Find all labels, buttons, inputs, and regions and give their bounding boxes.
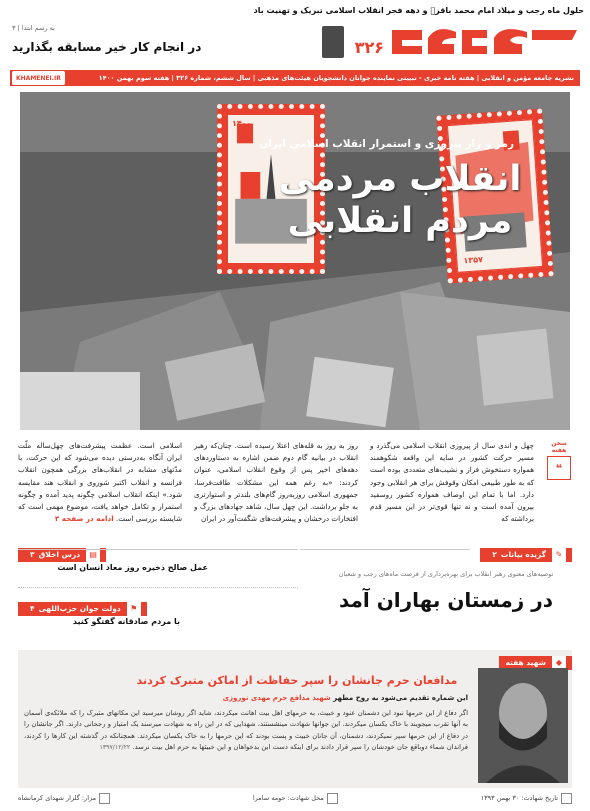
grave-icon (99, 793, 110, 804)
calendar-icon (322, 26, 344, 58)
martyr-label-text: شهید هفته (505, 658, 546, 667)
bayanat-title: در زمستان بهاران آمد (338, 588, 554, 612)
martyr-label (499, 650, 572, 670)
location-icon (327, 793, 338, 804)
footer-date (481, 793, 572, 804)
lead-column-1: چهل و اندی سال از پیروزی انقلاب اسلامی می‌گذرد و مسیر حرکت کشور در سایه این واقعه شکوهمند همواره دستخوش فراز و نشیب‌های متعددی بوده است که به طور طبیعی امکان وقوفش برای هر انقلابی وجود دارد. اما با تمام این اوصاف همواره کشور روسفید بیرون آمده است و نه تنها قوی‌تر در این مسیر قدم برداشته که (370, 441, 534, 524)
lead-article (18, 440, 572, 546)
book-icon: ▤ (86, 548, 100, 562)
footer-place-text: محل شهادت: حومه سامرا (252, 794, 324, 802)
footer-date-text: تاریخ شهادت: ۳۰ بهمن ۱۳۹۳ (480, 794, 558, 802)
martyr-intro-prefix: این شماره تقدیم می‌شود به روح مطهر (333, 694, 468, 702)
martyr-quote: اگر دفاع از این حرمها نبود این دشمنان عنود و خبیث، به حرمهای اهل بیت اهانت میکردند، شاید اگر روشان میرسید این مکانهای متبرک را که ملائکه‌ی آسمان به آنها تقرب میجویند با خاک یکسان میکردند. این جوانها شهادت مینشستند، شهدایی که در این راه به شهادت میرسند یک امتیاز و رجحانی دارند. اگر جانشان را در دفاع از این حرمها سپر نمیکردند، دشمنان، آن جانان خبیث و پست بودند که این حرمها را به خاک یکسان میکردند. همچنانکه در گذشته این کارها را کردند، فراندان شماء دوباقع جان خودشان را سپر قرار دادند برای اینکه دست این بدخواهان و این خبیثها به حرم اهل بیت نرسد. (24, 709, 468, 751)
akhlagh-title[interactable]: عمل صالح ذخیره روز معاد انسان است (57, 563, 208, 572)
lead-column-2: روز به روز به قله‌های اعتلا رسیده است. چنان‌که رهبر انقلاب در بیانیه گام دوم ضمن اشاره به دستاوردهای دهه‌های اخیر پس از وقوع انقلاب اسلامی، عنوان کردند: «به رغم همه این مشکلات طاقت‌فرسا، جمهوری اسلامی روزبه‌روز گام‌های بلندتر و استوارتری به جلو برداشت. این چهل سال، شاهد جهادهای بزرگ و افتخارات درخشان و پیشرفت‌های شگفت‌آور در ایران (194, 441, 358, 524)
speech-icon: ✎ (552, 548, 566, 562)
masthead (0, 18, 590, 70)
akhlagh-page: ۳ (30, 550, 35, 559)
header-teaser[interactable] (12, 24, 312, 54)
bayanat-label[interactable] (480, 542, 572, 562)
footer-burial (18, 793, 110, 804)
bayanat-rule (300, 549, 470, 550)
lead-column-3 (18, 440, 182, 546)
hero-title-line2: مردم انقلابی (287, 201, 513, 241)
top-announcement: حلول ماه رجب و میلاد امام محمد باقرؑ و دهه فجر انقلاب اسلامی تبریک و تهنیت باد (253, 5, 584, 15)
bayanat-subtitle: توصیه‌های معنوی رهبر انقلاب برای بهره‌برداری از فرصت ماه‌های رجب و شعبان (338, 570, 554, 578)
bayanat-label-text: گزیده بیانات (500, 550, 546, 559)
martyr-section (18, 650, 572, 788)
lead-label-top: سخن (551, 440, 567, 447)
akhlagh-rule (18, 549, 298, 550)
jawan-page: ۴ (30, 604, 35, 613)
hero-image (20, 92, 570, 430)
teaser-meta: به رسم ابتدا | ۳ (12, 24, 55, 32)
jawan-title[interactable]: با مردم صادقانه گفتگو کنید (72, 617, 180, 626)
bayanat-block[interactable] (318, 570, 574, 640)
publication-logo (382, 20, 582, 64)
martyr-body (24, 708, 468, 753)
jawan-label[interactable] (18, 596, 147, 616)
calendar-icon (561, 793, 572, 804)
footer-place (253, 793, 338, 804)
footer-burial-text: مزار: گلزار شهدای کرمانشاه (18, 794, 97, 802)
lead-section-label (546, 440, 572, 546)
issue-number: ۳۲۶ (354, 38, 384, 57)
flag-icon: ⚑ (127, 602, 141, 616)
site-badge[interactable]: KHAMENEI.IR (12, 71, 65, 85)
martyr-portrait (478, 668, 568, 783)
akhlagh-label[interactable] (18, 542, 106, 562)
akhlagh-divider (18, 587, 298, 588)
stamp-1400-year: ۱۴۰۰ (232, 119, 252, 128)
martyr-intro (28, 694, 468, 702)
shield-icon: ◆ (552, 656, 566, 670)
stamp-1357-year: ۱۳۵۷ (463, 255, 484, 266)
martyr-quote-date: ۱۳۹۷/۱۲/۲۲ (99, 743, 131, 751)
martyr-headline[interactable]: مدافعان حرم جانشان را سپر حفاظت از اماکن متبرک کردند (136, 674, 458, 687)
teaser-title: در انجام کار خیر مسابقه بگذارید (12, 40, 202, 54)
publication-info: نشریه جامعه مؤمن و انقلابی | هفته نامه خبری - تبیینی نماینده جوانان دانشجویان هیئت‌های مذهبی | سال ششم، شماره ۳۲۶ | هفته سوم بهمن ۱۴۰۰ (98, 74, 574, 82)
hero-title (270, 158, 530, 242)
quote-icon: ❝ (547, 456, 571, 480)
bayanat-page: ۲ (492, 550, 497, 559)
jawan-label-text: دولت جوان حزب‌اللهی (38, 604, 121, 613)
hero-subtitle: رمز و راز پیروزی و استمرار انقلاب اسلامی ایران (259, 138, 514, 150)
akhlagh-label-text: درس اخلاق (38, 550, 81, 559)
hero-title-line1: انقلاب مردمی (278, 159, 522, 199)
publication-info-bar (10, 70, 580, 86)
lead-column-3-text: اسلامی است. عظمت پیشرفت‌های چهل‌ساله ملّت ایران آنگاه به‌درستی دیده می‌شود که این حرکت، با مدّتهای مشابه در انقلاب‌های بزرگی همچون انقلاب فرانسه و انقلاب اکتبر شوروی و انقلاب هند مقایسه شود.» اینکه انقلاب اسلامی چگونه پدید آمده و چگونه استمرار و تکامل خواهد یافت، موضوع مهمی است که شایسته بررسی است. (18, 441, 182, 524)
martyr-name: شهید مدافع حرم مهدی نوروزی (222, 694, 331, 702)
lead-label-bottom: هفته (551, 447, 567, 454)
martyr-footer (18, 790, 572, 806)
martyr-photo (478, 668, 568, 783)
continue-link[interactable]: ادامه در صفحه ۳ (54, 514, 114, 524)
